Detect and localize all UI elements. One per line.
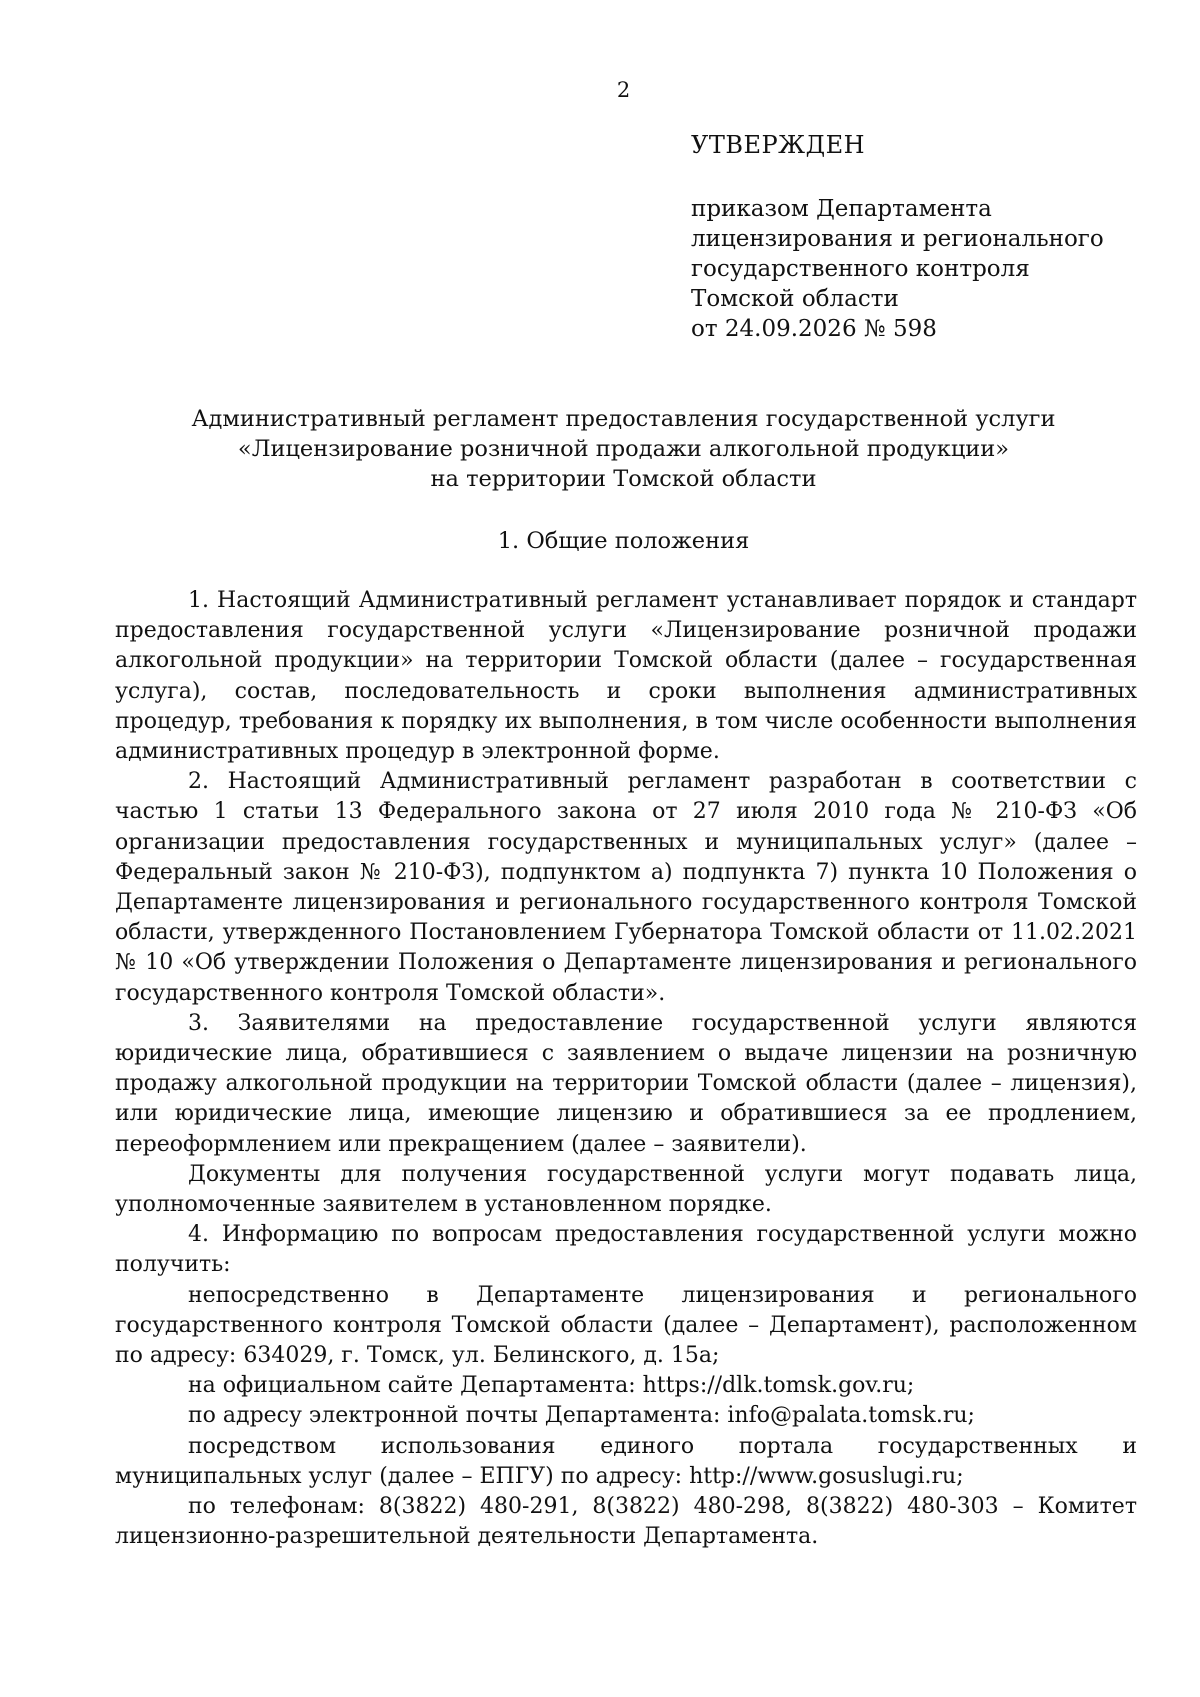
title-line: Административный регламент предоставления государственной услуги <box>191 406 1056 432</box>
paragraph: Документы для получения государственной услуги могут подавать лица, уполномоченные заявителем в установленном порядке. <box>115 1161 1137 1218</box>
paragraph: на официальном сайте Департамента: https://dlk.tomsk.gov.ru; <box>188 1373 915 1399</box>
paragraph: 4. Информацию по вопросам предоставления государственной услуги можно получить: <box>115 1222 1137 1278</box>
document-body <box>115 586 1137 1553</box>
document-title <box>110 404 1137 494</box>
paragraph: по телефонам: 8(3822) 480-291, 8(3822) 480-298, 8(3822) 480-303 – Комитет лицензионно-разрешительной деятельности Департамента. <box>115 1494 1137 1550</box>
paragraph: по адресу электронной почты Департамента: info@palata.tomsk.ru; <box>188 1403 975 1429</box>
title-line: на территории Томской области <box>430 466 817 492</box>
section-heading: 1. Общие положения <box>497 528 750 554</box>
paragraph: посредством использования единого портала государственных и муниципальных услуг (далее – ЕПГУ) по адресу: http://www.gosuslugi.ru; <box>115 1433 1137 1489</box>
approval-heading: УТВЕРЖДЕН <box>691 131 866 159</box>
approval-line: лицензирования и регионального <box>691 226 1104 252</box>
paragraph: непосредственно в Департаменте лицензирования и регионального государственного контроля Томской области (далее – Департамент), расположенном по адресу: 634029, г. Томск, ул. Белинского, д. 15а; <box>115 1282 1137 1369</box>
title-line: «Лицензирование розничной продажи алкогольной продукции» <box>237 436 1010 462</box>
paragraph: 1. Настоящий Административный регламент устанавливает порядок и стандарт предоставления государственной услуги «Лицензирование розничной продажи алкогольной продукции» на территории Томской области (далее – государственная услуга), состав, последовательность и сроки выполнения административных процедур, требования к порядку их выполнения, в том числе особенности выполнения административных процедур в электронной форме. <box>115 588 1137 765</box>
approval-line: Томской области <box>691 286 899 312</box>
approval-line: приказом Департамента <box>691 196 992 222</box>
approval-block <box>691 130 1151 344</box>
paragraph: 3. Заявителями на предоставление государственной услуги являются юридические лица, обратившиеся с заявлением о выдаче лицензии на розничную продажу алкогольной продукции на территории Томской области (далее – лицензия), или юридические лица, имеющие лицензию и обратившиеся за ее продлением, переоформлением или прекращением (далее – заявители). <box>115 1010 1137 1157</box>
page-number: 2 <box>616 78 631 102</box>
approval-date-number: от 24.09.2026 № 598 <box>691 316 937 342</box>
paragraph: 2. Настоящий Административный регламент разработан в соответствии с частью 1 статьи 13 Федерального закона от 27 июля 2010 года № 210-ФЗ «Об организации предоставления государственных и муниципальных услуг» (далее – Федеральный закон № 210-ФЗ), подпунктом а) подпункта 7) пункта 10 Положения о Департаменте лицензирования и регионального государственного контроля Томской области, утвержденного Постановлением Губернатора Томской области от 11.02.2021 № 10 «Об утверждении Положения о Департаменте лицензирования и регионального государственного контроля Томской области». <box>115 769 1137 1006</box>
approval-line: государственного контроля <box>691 256 1030 282</box>
